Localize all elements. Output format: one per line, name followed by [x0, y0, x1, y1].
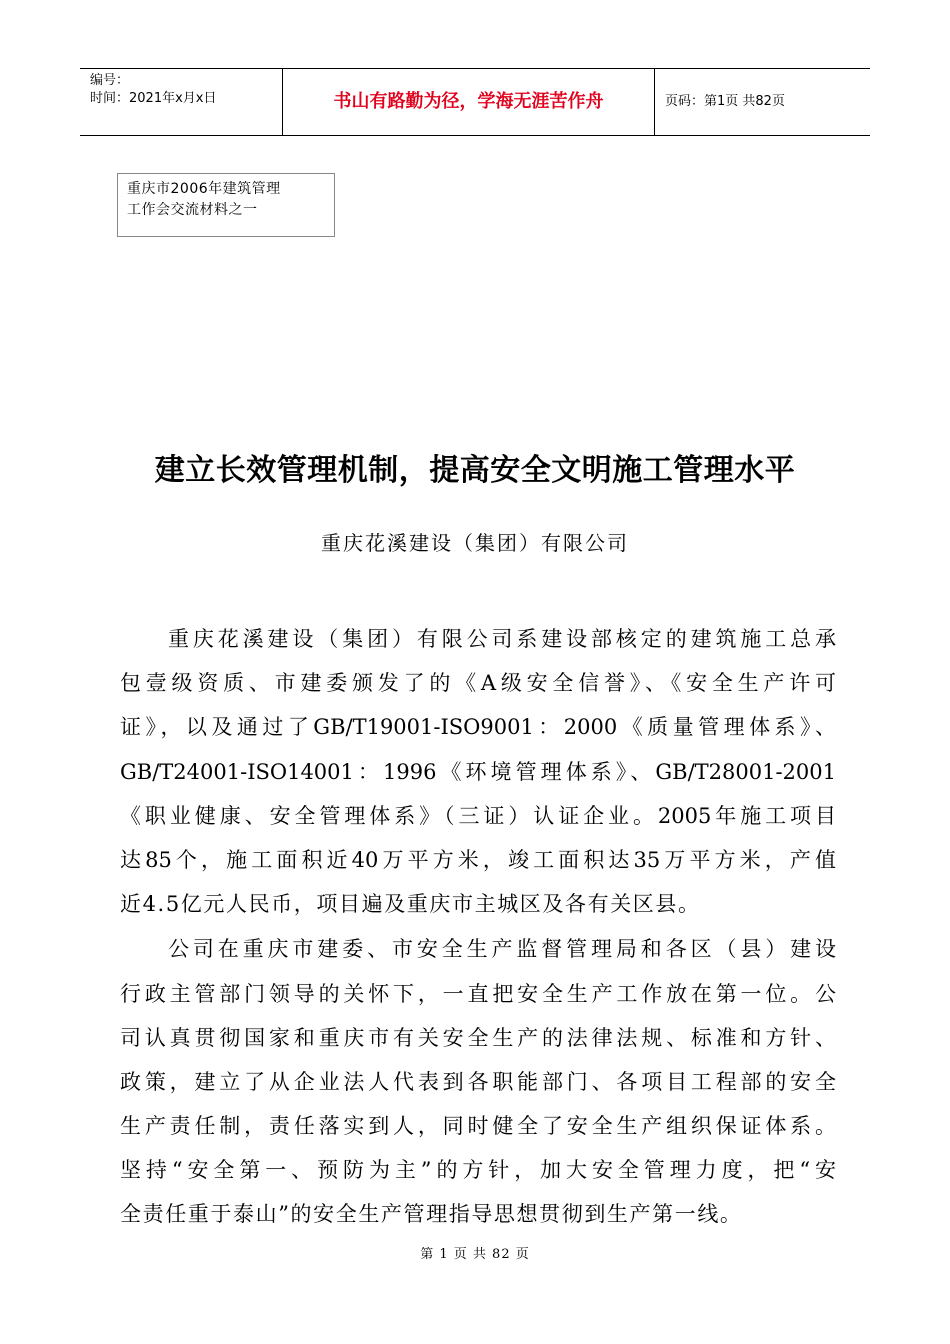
paragraph-line: 公司在重庆市建委、市安全生产监督管理局和各区（县）建设: [168, 937, 836, 962]
page-header: [80, 68, 870, 136]
document-title: 建立长效管理机制，提高安全文明施工管理水平: [154, 453, 796, 488]
paragraph-line: 近4.5亿元人民币，项目遍及重庆市主城区及各有关区县。: [120, 892, 701, 917]
paragraph-line: 坚持“安全第一、预防为主”的方针，加大安全管理力度，把“安: [120, 1158, 836, 1183]
document-number-label: 编号：: [90, 73, 130, 88]
paragraph-line: 包壹级资质、市建委颁发了的《A级安全信誉》、《安全生产许可: [120, 671, 836, 696]
page-footer: 第 1 页 共 82 页: [420, 1247, 530, 1262]
header-motto: 书山有路勤为径，学海无涯苦作舟: [283, 69, 655, 135]
paragraph-line: GB/T24001-ISO14001：1996《环境管理体系》、GB/T28001-2001: [120, 759, 836, 784]
paragraph-line: 证》，以及通过了GB/T19001-ISO9001：2000《质量管理体系》、: [120, 715, 836, 740]
paragraph-line: 生产责任制，责任落实到人，同时健全了安全生产组织保证体系。: [120, 1114, 836, 1139]
note-line-1: 重庆市2006年建筑管理: [127, 181, 281, 197]
header-page-indicator: 页码：第1页 共82页: [665, 94, 785, 109]
paragraph-line: 重庆花溪建设（集团）有限公司系建设部核定的建筑施工总承: [168, 627, 836, 651]
note-line-2: 工作会交流材料之一: [127, 202, 258, 218]
paragraph-line: 司认真贯彻国家和重庆市有关安全生产的法律法规、标准和方针、: [120, 1025, 836, 1050]
paragraph-line: 《职业健康、安全管理体系》（三证）认证企业。2005年施工项目: [120, 803, 836, 828]
paragraph-line: 行政主管部门领导的关怀下，一直把安全生产工作放在第一位。公: [120, 981, 836, 1006]
document-author: 重庆花溪建设（集团）有限公司: [321, 531, 629, 555]
exchange-material-note: [117, 173, 335, 237]
paragraph: [120, 617, 836, 926]
header-info-cell: [80, 69, 283, 135]
paragraph-line: 政策，建立了从企业法人代表到各职能部门、各项目工程部的安全: [120, 1069, 836, 1094]
paragraph-line: 全责任重于泰山”的安全生产管理指导思想贯彻到生产第一线。: [120, 1202, 743, 1227]
document-body: [120, 617, 836, 1237]
paragraph-line: 达85个，施工面积近40万平方米，竣工面积达35万平方米，产值: [120, 847, 836, 872]
paragraph: [120, 927, 836, 1236]
document-date-label: 时间：2021年x月x日: [90, 91, 217, 106]
